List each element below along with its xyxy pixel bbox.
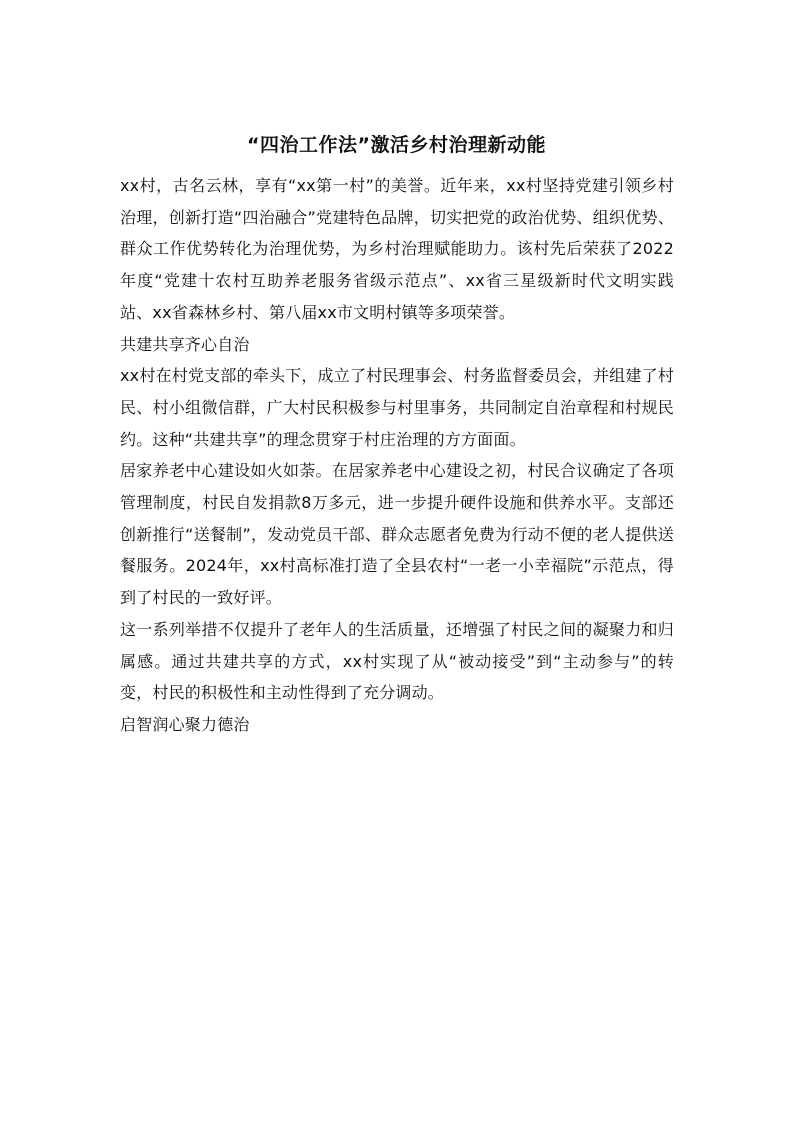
section-heading-self-governance: 共建共享齐心自治 xyxy=(120,334,250,354)
document-title: “四治工作法”激活乡村治理新动能 xyxy=(247,134,546,156)
section-heading-moral-governance: 启智润心聚力德治 xyxy=(120,714,250,734)
paragraph-outcomes: 这一系列举措不仅提升了老年人的生活质量，还增强了村民之间的凝聚力和归属感。通过共建共享的方式，xx村实现了从“被动接受”到“主动参与”的转变，村民的积极性和主动性得到了充分调动。 xyxy=(120,619,674,703)
document-body xyxy=(120,170,674,741)
paragraph-self-governance: xx村在村党支部的牵头下，成立了村民理事会、村务监督委员会，并组建了村民、村小组微信群，广大村民积极参与村里事务，共同制定自治章程和村规民约。这种“共建共享”的理念贯穿于村庄治理的方方面面。 xyxy=(120,366,674,449)
paragraph-elderly-care: 居家养老中心建设如火如荼。在居家养老中心建设之初，村民合议确定了各项管理制度，村民自发捐款8万多元，进一步提升硬件设施和供养水平。支部还创新推行“送餐制”，发动党员干部、群众志愿者免费为行动不便的老人提供送餐服务。2024年，xx村高标准打造了全县农村“一老一小幸福院”示范点，得到了村民的一致好评。 xyxy=(120,461,674,608)
paragraph-intro: xx村，古名云林，享有“xx第一村”的美誉。近年来，xx村坚持党建引领乡村治理，创新打造“四治融合”党建特色品牌，切实把党的政治优势、组织优势、群众工作优势转化为治理优势，为乡村治理赋能助力。该村先后荣获了2022年度“党建十农村互助养老服务省级示范点”、xx省三星级新时代文明实践站、xx省森林乡村、第八届xx市文明村镇等多项荣誉。 xyxy=(120,176,674,322)
